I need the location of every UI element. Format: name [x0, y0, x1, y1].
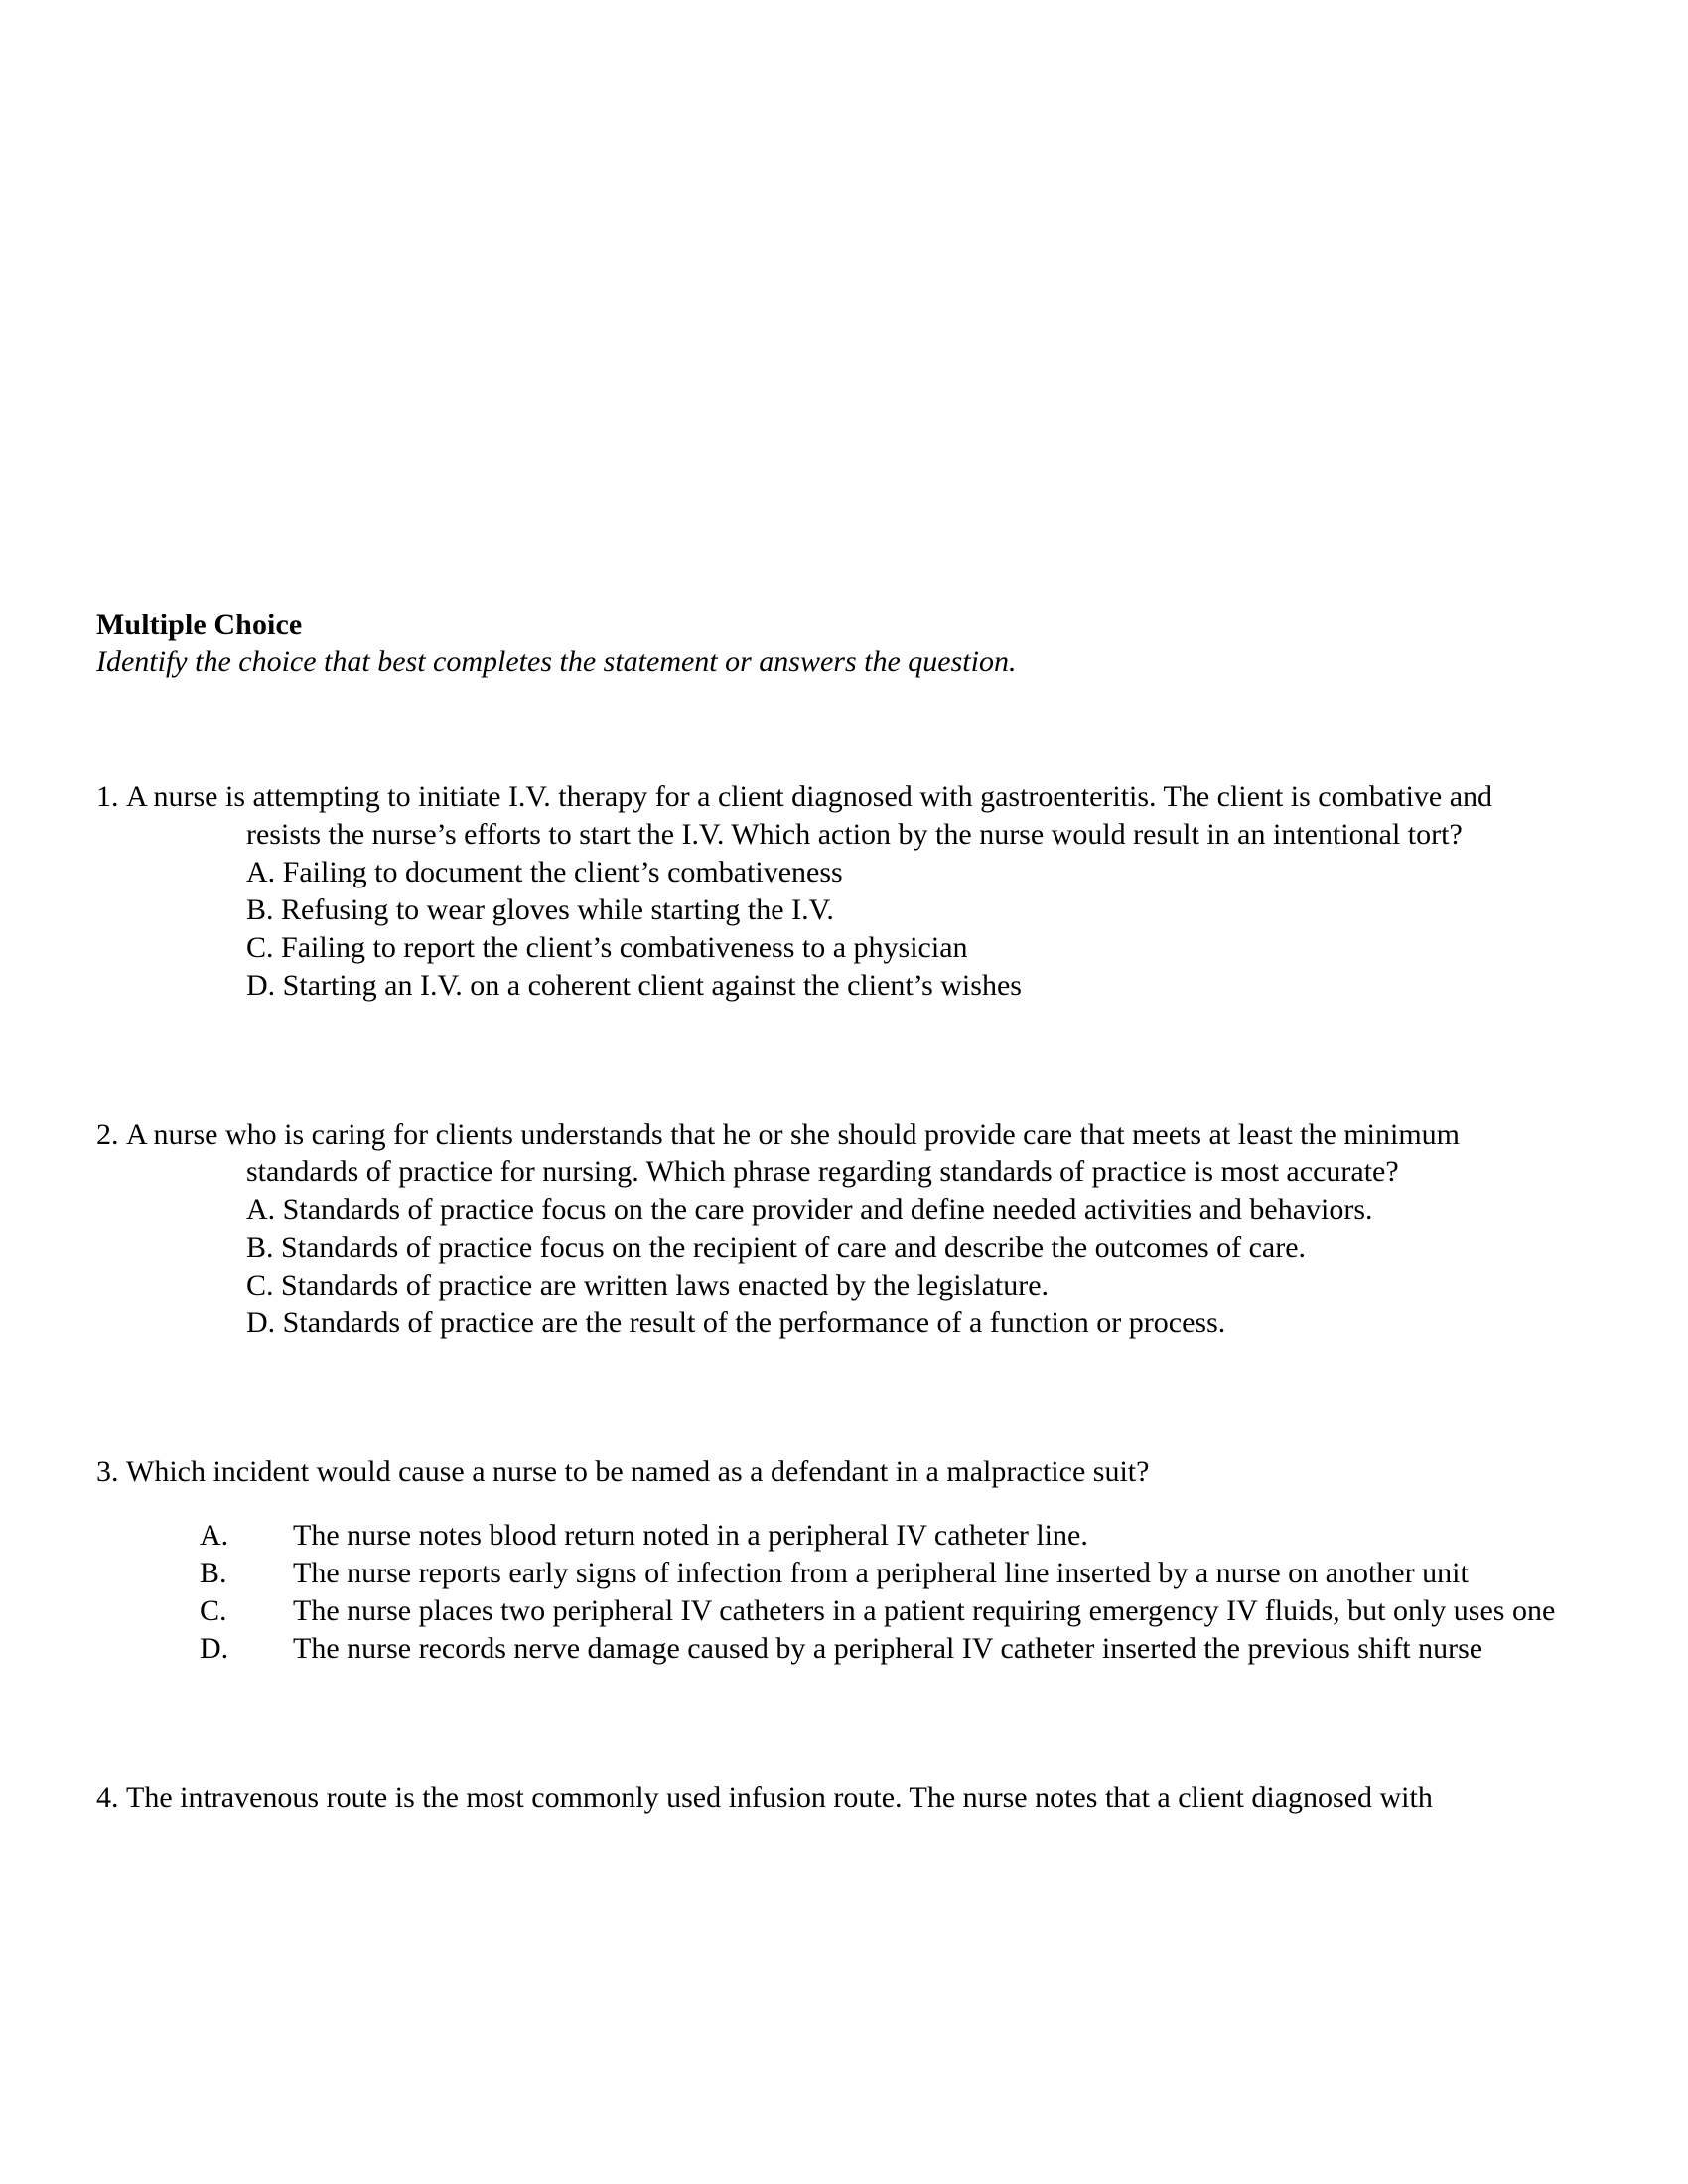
option-item[interactable] [96, 1592, 1556, 1630]
question-number: 1. [96, 780, 119, 813]
option-label: B. [200, 1557, 227, 1589]
option-text: Standards of practice are the result of the performance of a function or process. [282, 1306, 1226, 1339]
option-list [96, 854, 1556, 1005]
question-text: A nurse who is caring for clients understands that he or she should provide care that meets at least the minimum standards of practice for nursing. Which phrase regarding standards of practice is most accurate? [126, 1118, 1460, 1188]
option-label: A. [200, 1519, 229, 1552]
option-item[interactable] [96, 1191, 1556, 1229]
option-label: B. [246, 1231, 274, 1264]
spacer [96, 1491, 1556, 1517]
question-number: 2. [96, 1118, 119, 1151]
option-item[interactable] [96, 1555, 1556, 1592]
option-item[interactable] [96, 1304, 1556, 1342]
option-item[interactable] [96, 1229, 1556, 1267]
option-item[interactable] [96, 1630, 1556, 1668]
option-text: Refusing to wear gloves while starting the I.V. [281, 893, 834, 926]
option-text: The nurse records nerve damage caused by a peripheral IV catheter inserted the previous shift nurse [293, 1632, 1483, 1665]
question-text: Which incident would cause a nurse to be named as a defendant in a malpractice suit? [126, 1455, 1150, 1488]
option-item[interactable] [96, 1517, 1556, 1555]
question-stem [96, 1116, 1556, 1191]
section-instruction: Identify the choice that best completes the statement or answers the question. [96, 645, 1017, 678]
question-text-spacer [119, 1455, 127, 1488]
question-block [96, 1453, 1556, 1668]
question-block [96, 778, 1556, 1005]
option-label: A. [246, 1193, 276, 1226]
question-text-spacer [119, 1781, 127, 1814]
option-text: Standards of practice are written laws enacted by the legislature. [281, 1269, 1050, 1301]
option-label: C. [246, 1269, 274, 1301]
option-text: Failing to report the client’s combativeness to a physician [281, 931, 968, 964]
question-block [96, 1779, 1556, 1817]
option-text: Starting an I.V. on a coherent client against the client’s wishes [282, 969, 1022, 1002]
option-text: Failing to document the client’s combativeness [282, 856, 843, 888]
option-label: C. [246, 931, 274, 964]
option-text: Standards of practice focus on the care provider and define needed activities and behaviors. [282, 1193, 1373, 1226]
question-text: A nurse is attempting to initiate I.V. therapy for a client diagnosed with gastroenteritis. The client is combative and resists the nurse’s efforts to start the I.V. Which action by the nurse would result in an intentional tort? [126, 780, 1493, 851]
question-stem [96, 1779, 1556, 1817]
question-stem [96, 1453, 1556, 1491]
question-text-spacer [119, 1118, 127, 1151]
question-number: 3. [96, 1455, 119, 1488]
question-number: 4. [96, 1781, 119, 1814]
option-item[interactable] [96, 854, 1556, 891]
question-text-spacer [119, 780, 127, 813]
option-item[interactable] [96, 929, 1556, 967]
option-text: The nurse notes blood return noted in a peripheral IV catheter line. [293, 1519, 1088, 1552]
option-label: A. [246, 856, 276, 888]
option-item[interactable] [96, 967, 1556, 1005]
option-label: B. [246, 893, 274, 926]
option-item[interactable] [96, 891, 1556, 929]
option-text: The nurse places two peripheral IV catheters in a patient requiring emergency IV fluids, but only uses one [293, 1594, 1556, 1627]
option-label: D. [200, 1632, 229, 1665]
question-text: The intravenous route is the most commonly used infusion route. The nurse notes that a client diagnosed with [126, 1781, 1433, 1814]
question-stem [96, 778, 1556, 854]
option-text: Standards of practice focus on the recipient of care and describe the outcomes of care. [281, 1231, 1307, 1264]
option-label: D. [246, 969, 276, 1002]
document-content [96, 608, 1556, 1817]
option-label: C. [200, 1594, 227, 1627]
page-title: Multiple Choice [96, 609, 303, 641]
option-item[interactable] [96, 1267, 1556, 1304]
option-text: The nurse reports early signs of infection from a peripheral line inserted by a nurse on another unit [293, 1557, 1469, 1589]
option-list [96, 1517, 1556, 1668]
option-list [96, 1191, 1556, 1342]
question-block [96, 1116, 1556, 1342]
option-label: D. [246, 1306, 276, 1339]
